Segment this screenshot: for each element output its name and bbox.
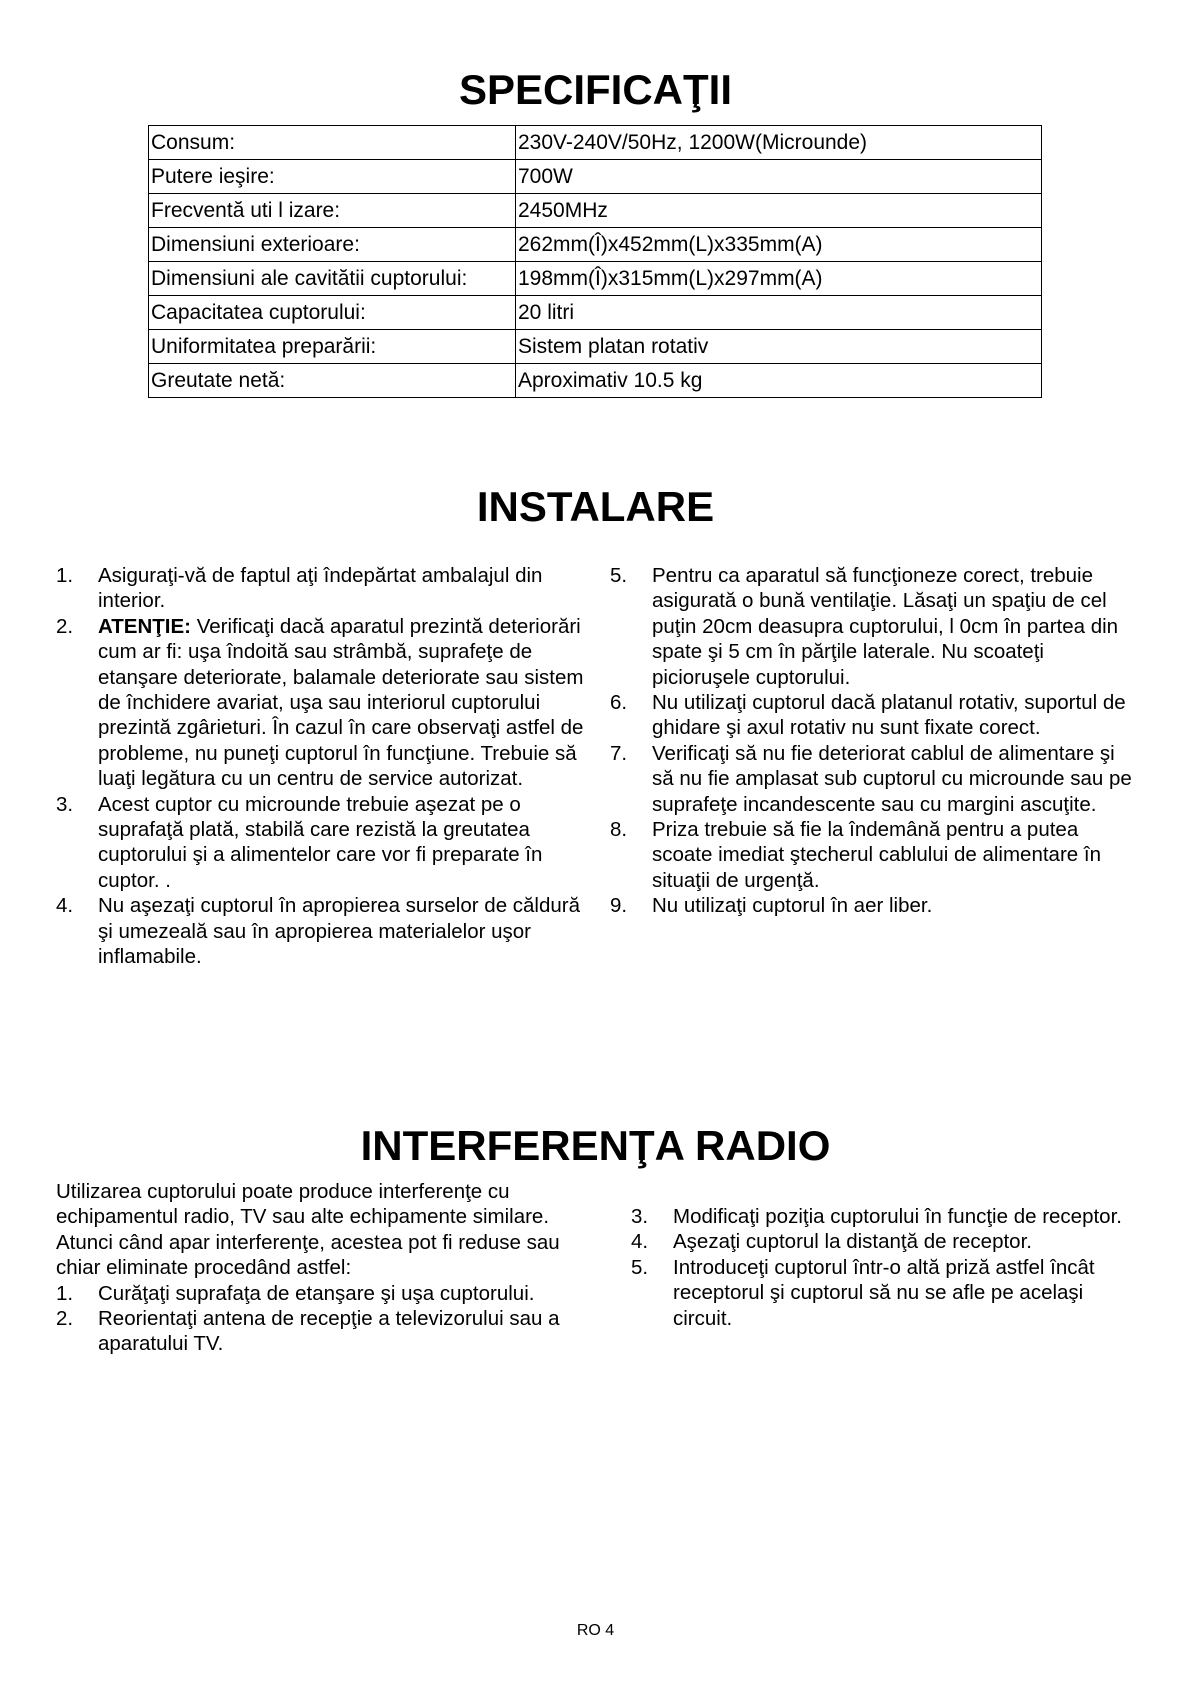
- list-number: 4.: [631, 1230, 649, 1254]
- list-number: 7.: [610, 741, 628, 765]
- list-text: Reorientaţi antena de recepţie a televizorului sau a aparatului TV.: [98, 1307, 560, 1356]
- list-item: [631, 1229, 1141, 1254]
- list-item: [631, 1204, 1141, 1229]
- list-number: 3.: [56, 792, 74, 816]
- spec-label: Capacitatea cuptorului:: [149, 296, 516, 330]
- list-number: 8.: [610, 818, 628, 842]
- radio-intro: Utilizarea cuptorului poate produce interferenţe cu echipamentul radio, TV sau alte echipamente similare.: [56, 1180, 550, 1229]
- spec-row: [149, 364, 1042, 398]
- list-item: [631, 1255, 1141, 1331]
- spec-label: Greutate netă:: [149, 364, 516, 398]
- spec-value: Sistem platan rotativ: [516, 330, 1042, 364]
- list-item: [610, 893, 1140, 918]
- list-text: Nu utilizaţi cuptorul în aer liber.: [652, 894, 933, 918]
- spec-value: Aproximativ 10.5 kg: [516, 364, 1042, 398]
- list-number: 1.: [56, 564, 74, 587]
- list-item: [56, 1281, 576, 1306]
- list-item: [56, 563, 586, 614]
- list-number: 4.: [56, 894, 74, 918]
- spec-row: [149, 126, 1042, 160]
- list-number: 1.: [56, 1281, 74, 1305]
- list-item: [610, 741, 1140, 817]
- list-text: Asiguraţi-vă de faptul aţi îndepărtat ambalajul din interior.: [98, 564, 543, 613]
- install-title: INSTALARE: [476, 483, 715, 530]
- list-number: 6.: [610, 691, 628, 715]
- list-text: Pentru ca aparatul să funcţioneze corect, trebuie asigurată o bună ventilaţie. Lăsaţi un spaţiu de cel puţin 20cm deasupra cuptorului, l 0cm în partea din spate şi 5 cm în părţile laterale. Nu scoateţi picioruşele cuptorului.: [652, 564, 1119, 689]
- list-text: Curăţaţi suprafaţa de etanşare şi uşa cuptorului.: [98, 1281, 535, 1305]
- list-text: Aşezaţi cuptorul la distanţă de receptor.: [673, 1230, 1032, 1254]
- list-text: Acest cuptor cu microunde trebuie aşezat pe o suprafaţă plată, stabilă care rezistă la greutatea cuptorului şi a alimentelor care vor fi preparate în cuptor. .: [98, 792, 543, 892]
- spec-row: [149, 296, 1042, 330]
- list-text: Nu utilizaţi cuptorul dacă platanul rotativ, suportul de ghidare şi axul rotativ nu sunt fixate corect.: [652, 691, 1126, 740]
- spec-row: [149, 330, 1042, 364]
- spec-value: 700W: [516, 160, 1042, 194]
- radio-intro: Atunci când apar interferenţe, acestea pot fi reduse sau chiar eliminate procedând astfel:: [56, 1230, 560, 1280]
- spec-label: Dimensiuni ale cavitătii cuptorului:: [149, 262, 516, 296]
- spec-label: Uniformitatea preparării:: [149, 330, 516, 364]
- list-number: 5.: [610, 564, 628, 587]
- spec-value: 198mm(Î)x315mm(L)x297mm(A): [516, 262, 1042, 296]
- spec-row: [149, 262, 1042, 296]
- list-number: 3.: [631, 1205, 649, 1228]
- spec-value: 20 litri: [516, 296, 1042, 330]
- spec-label: Putere ieşire:: [149, 160, 516, 194]
- list-text: Introduceţi cuptorul într-o altă priză astfel încât receptorul şi cuptorul să nu se afle pe acelaşi circuit.: [673, 1255, 1095, 1330]
- spec-label: Consum:: [149, 126, 516, 160]
- radio-left-column: [56, 1179, 576, 1357]
- spec-row: [149, 228, 1042, 262]
- spec-value: 230V-240V/50Hz, 1200W(Microunde): [516, 126, 1042, 160]
- spec-row: [149, 194, 1042, 228]
- list-text: Modificaţi poziţia cuptorului în funcţie de receptor.: [673, 1205, 1122, 1228]
- page-number: RO 4: [576, 1622, 615, 1639]
- list-number: 2.: [56, 1307, 74, 1331]
- list-item: [56, 1306, 576, 1357]
- radio-right-column: [631, 1204, 1141, 1331]
- list-item: [56, 614, 586, 792]
- list-text: Priza trebuie să fie la îndemână pentru a putea scoate imediat ştecherul cablului de alimentare în situaţii de urgenţă.: [652, 818, 1101, 892]
- spec-title: SPECIFICAŢII: [458, 66, 733, 113]
- spec-label: Dimensiuni exterioare:: [149, 228, 516, 262]
- spec-value: 2450MHz: [516, 194, 1042, 228]
- list-item: [610, 817, 1140, 893]
- spec-label: Frecventă uti l izare:: [149, 194, 516, 228]
- list-item: [610, 690, 1140, 741]
- list-number: 9.: [610, 894, 628, 918]
- list-item: [56, 792, 586, 894]
- spec-value: 262mm(Î)x452mm(L)x335mm(A): [516, 228, 1042, 262]
- radio-title: INTERFERENŢA RADIO: [360, 1122, 831, 1169]
- list-item: [56, 893, 586, 969]
- warning-label: ATENŢIE:: [98, 614, 192, 638]
- list-text: Verificaţi să nu fie deteriorat cablul de alimentare şi să nu fie amplasat sub cuptorul cu microunde sau pe suprafeţe incandescente sau cu margini ascuţite.: [652, 741, 1132, 816]
- list-text: Verificaţi dacă aparatul prezintă deteriorări cum ar fi: uşa îndoită sau strâmbă, suprafeţe de etanşare deteriorate, balamale deteriorate sau sistem de închidere avariat, uşa sau interiorul cuptorului prezintă zgârieturi. În cazul în care observaţi astfel de probleme, nu puneţi cuptorul în funcţiune. Trebuie să luaţi legătura cu un centru de service autorizat.: [98, 614, 584, 791]
- spec-row: [149, 160, 1042, 194]
- list-number: 5.: [631, 1255, 649, 1279]
- install-left-column: [56, 563, 586, 970]
- list-item: [610, 563, 1140, 690]
- install-right-column: [610, 563, 1140, 919]
- list-text: Nu aşezaţi cuptorul în apropierea surselor de căldură şi umezeală sau în apropierea materialelor uşor inflamabile.: [98, 894, 581, 969]
- list-number: 2.: [56, 614, 74, 638]
- spec-table: [148, 125, 1042, 398]
